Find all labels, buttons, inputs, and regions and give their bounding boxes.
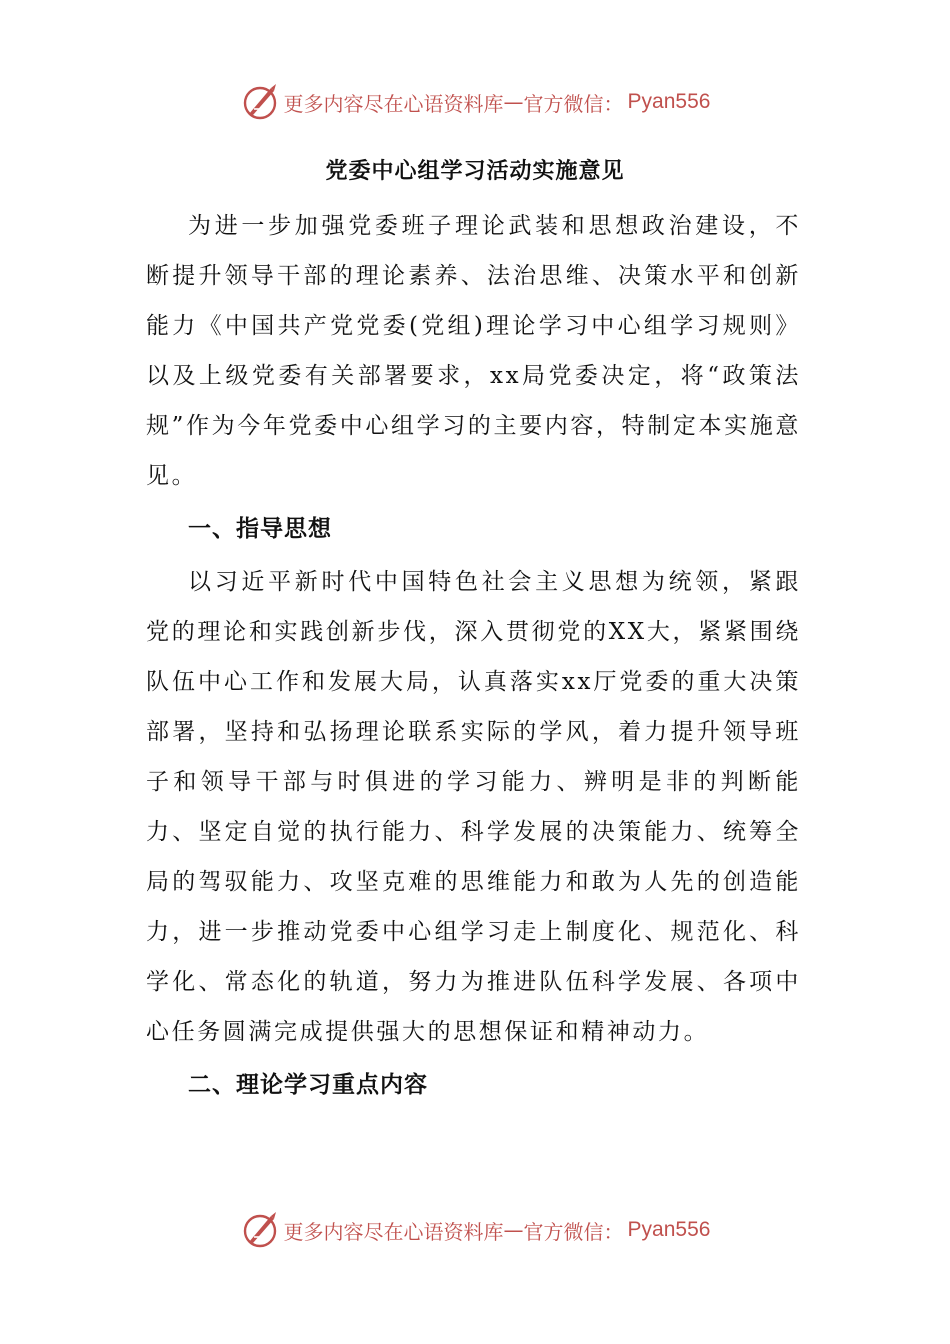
watermark-separator: — xyxy=(503,1218,524,1242)
quill-pen-circle-icon xyxy=(240,82,280,122)
watermark-wechat-label: 官方微信： xyxy=(523,1219,624,1244)
watermark-text: 更多内容尽在心语资料库 xyxy=(283,1219,504,1244)
section-heading-key-content: 二、理论学习重点内容 xyxy=(188,1071,428,1098)
watermark-wechat-label: 官方微信： xyxy=(523,91,624,116)
document-body xyxy=(146,201,801,1113)
quill-pen-circle-icon xyxy=(240,1210,280,1250)
watermark-wechat-id: Pyan556 xyxy=(627,1218,711,1241)
header-watermark-banner xyxy=(0,80,950,124)
section-heading-guiding-thought: 一、指导思想 xyxy=(188,515,332,542)
guiding-thought-paragraph: 以习近平新时代中国特色社会主义思想为统领，紧跟党的理论和实践创新步伐，深入贯彻党的XX大，紧紧围绕队伍中心工作和发展大局，认真落实xx厅党委的重大决策部署，坚持和弘扬理论联系实际的学风，着力提升领导班子和领导干部与时俱进的学习能力、辨明是非的判断能力、坚定自觉的执行能力、科学发展的决策能力、统筹全局的驾驭能力、攻坚克难的思维能力和敢为人先的创造能力，进一步推动党委中心组学习走上制度化、规范化、科学化、常态化的轨道，努力为推进队伍科学发展、各项中心任务圆满完成提供强大的思想保证和精神动力。 xyxy=(146,569,801,1045)
intro-paragraph: 为进一步加强党委班子理论武装和思想政治建设，不断提升领导干部的理论素养、法治思维、决策水平和创新能力《中国共产党党委(党组)理论学习中心组学习规则》以及上级党委有关部署要求，xx局党委决定，将“政策法规”作为今年党委中心组学习的主要内容，特制定本实施意见。 xyxy=(146,213,801,489)
footer-watermark-banner xyxy=(0,1208,950,1252)
watermark-separator: — xyxy=(503,90,524,114)
watermark-text: 更多内容尽在心语资料库 xyxy=(283,91,504,116)
watermark-wechat-id: Pyan556 xyxy=(627,90,711,113)
document-title: 党委中心组学习活动实施意见 xyxy=(325,158,625,184)
